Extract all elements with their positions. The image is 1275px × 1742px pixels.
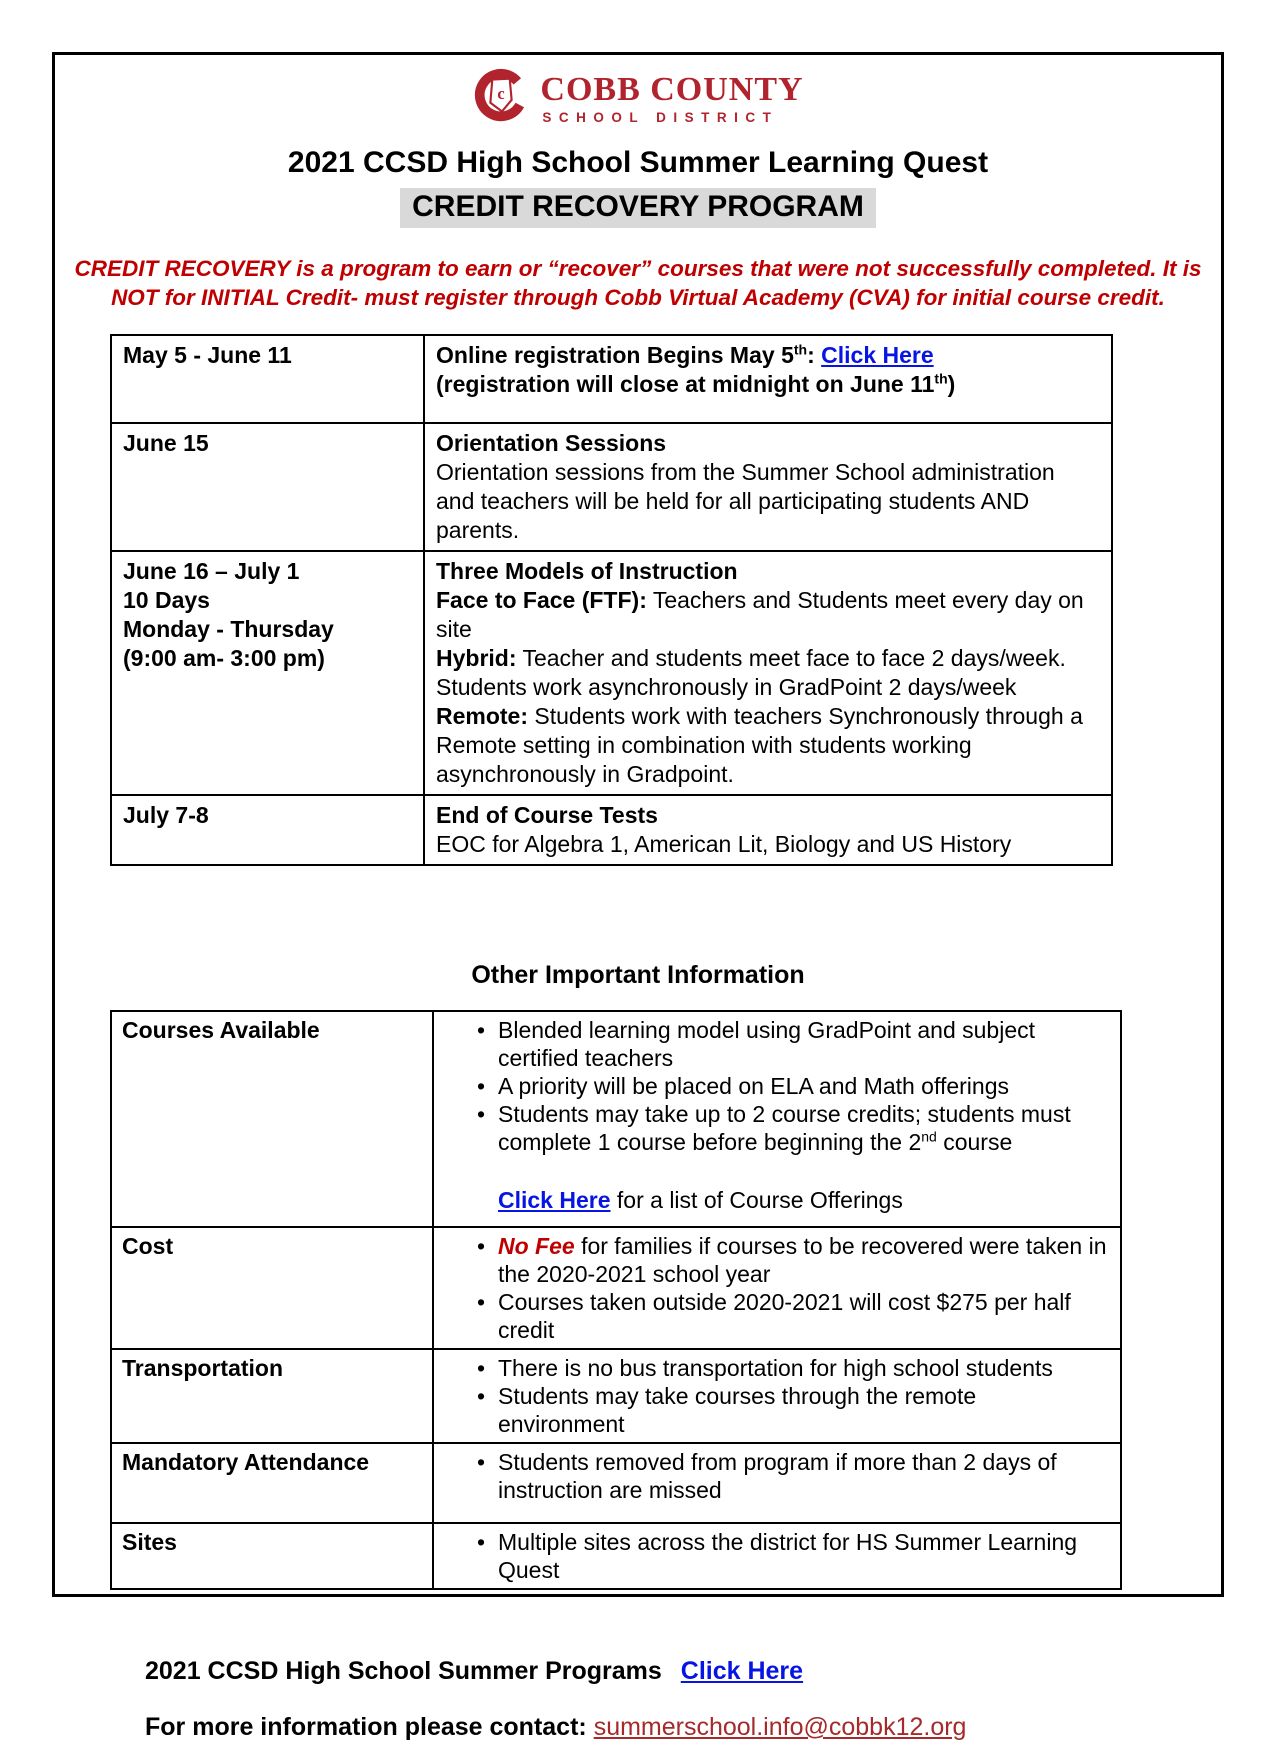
summer-programs-text: 2021 CCSD High School Summer Programs [145,1657,662,1685]
attendance-label: Mandatory Attendance [122,1449,370,1475]
transportation-bullet-2: Students may take courses through the remote environment [498,1383,977,1437]
page-title: 2021 CCSD High School Summer Learning Quest [287,146,989,179]
document-page [52,52,1224,1741]
table-row [111,1011,1121,1227]
bullet-icon: • [476,1233,486,1259]
cost-bullet-1 [498,1232,1110,1288]
list-item [442,1354,1110,1382]
ftf-label: Face to Face (FTF): [436,587,647,613]
table-row [111,335,1112,423]
schedule-table [110,334,1113,866]
bullet-icon: • [476,1101,486,1127]
schedule-date-cell [111,423,424,551]
list-item [442,1016,1110,1072]
course-offerings-suffix: for a list of Course Offerings [610,1187,903,1213]
courses-bullet-3-end: course [936,1129,1013,1155]
list-item [442,1528,1110,1584]
courses-bullet-1: Blended learning model using GradPoint and subject certified teachers [498,1017,1036,1071]
registration-text: Online registration Begins May 5 [436,342,794,368]
courses-bullet-3 [498,1100,1110,1156]
table-row [111,1443,1121,1523]
sites-bullet-1: Multiple sites across the district for HS Summer Learning Quest [498,1529,1078,1583]
other-info-heading: Other Important Information [471,961,805,989]
logo-district-name: COBB COUNTY [540,70,804,108]
summer-programs-line [145,1656,1221,1686]
registration-colon: : [807,342,822,368]
info-detail-cell [433,1227,1121,1349]
intro-disclaimer [55,254,1221,312]
list-item [442,1072,1110,1100]
ordinal-suffix: th [793,341,808,358]
hybrid-text: Teacher and students meet face to face 2 days/week. Students work asynchronously in GradPoint 2 days/week [436,645,1066,700]
orientation-title: Orientation Sessions [436,430,667,456]
cost-label: Cost [122,1233,174,1259]
contact-text: For more information please contact: [145,1713,594,1741]
table-row [111,795,1112,865]
registration-close-text: (registration will close at midnight on June 11 [436,371,935,397]
schedule-detail-cell [424,795,1112,865]
contact-line [145,1712,1221,1742]
transportation-bullet-1: There is no bus transportation for high school students [498,1355,1053,1381]
info-label-cell [111,1523,433,1589]
list-item [442,1232,1110,1288]
table-row [111,1349,1121,1443]
bullet-icon: • [476,1017,486,1043]
bullet-icon: • [476,1529,486,1555]
program-subtitle: CREDIT RECOVERY PROGRAM [400,188,876,228]
schedule-date: May 5 - June 11 [123,342,292,368]
registration-close-paren: ) [947,371,956,397]
list-item [442,1288,1110,1344]
other-info-table [110,1010,1122,1590]
courses-bullet-2: A priority will be placed on ELA and Math offerings [498,1073,1009,1099]
schedule-date: June 15 [123,430,209,456]
eoc-body: EOC for Algebra 1, American Lit, Biology and US History [436,831,1012,857]
info-detail-cell [433,1011,1121,1227]
schedule-days-count: 10 Days [123,587,210,613]
remote-text: Students work with teachers Synchronously through a Remote setting in combination with students working asynchronously in Gradpoint. [436,703,1083,787]
courses-label: Courses Available [122,1017,320,1043]
list-item [442,1100,1110,1156]
schedule-weekdays: Monday - Thursday [123,616,334,642]
schedule-date-range: June 16 – July 1 [123,558,300,584]
schedule-detail-cell [424,335,1112,423]
schedule-date-cell [111,795,424,865]
table-row [111,1227,1121,1349]
info-detail-cell [433,1443,1121,1523]
bullet-icon: • [476,1289,486,1315]
hybrid-label: Hybrid: [436,645,517,671]
ordinal-suffix: th [934,370,948,387]
schedule-date-cell [111,551,424,795]
models-title: Three Models of Instruction [436,558,738,584]
schedule-date-cell [111,335,424,423]
ordinal-suffix: nd [921,1128,937,1145]
list-item [442,1382,1110,1438]
ftf-text: Teachers and Students meet every day on site [436,587,1084,642]
svg-text:c: c [497,83,506,103]
contact-email-link[interactable]: summerschool.info@cobbk12.org [593,1713,967,1741]
bullet-icon: • [476,1383,486,1409]
attendance-bullet-1: Students removed from program if more than 2 days of instruction are missed [498,1449,1057,1503]
sites-label: Sites [122,1529,177,1555]
cost-bullet-1-text: for families if courses to be recovered were taken in the 2020-2021 school year [498,1233,1107,1287]
info-label-cell [111,1443,433,1523]
schedule-detail-cell [424,423,1112,551]
table-row [111,1523,1121,1589]
orientation-body: Orientation sessions from the Summer School administration and teachers will be held for all participating students AND parents. [436,459,1055,543]
list-item [442,1448,1110,1504]
info-detail-cell [433,1523,1121,1589]
course-offerings-line [498,1186,1110,1214]
logo-district-subname: SCHOOL DISTRICT [542,109,779,125]
footer [145,1656,1221,1742]
eoc-title: End of Course Tests [436,802,658,828]
summer-programs-click-here-link[interactable]: Click Here [680,1657,804,1685]
schedule-date: July 7-8 [123,802,209,828]
schedule-detail-cell [424,551,1112,795]
no-fee-highlight: No Fee [498,1233,575,1259]
bullet-icon: • [476,1355,486,1381]
registration-click-here-link[interactable]: Click Here [821,342,934,368]
bullet-icon: • [476,1073,486,1099]
bullet-icon: • [476,1449,486,1475]
intro-line-1: CREDIT RECOVERY is a program to earn or “recover” courses that were not successfully completed. It is [74,256,1202,281]
schedule-hours: (9:00 am- 3:00 pm) [123,645,325,671]
cost-bullet-2: Courses taken outside 2020-2021 will cost $275 per half credit [498,1289,1071,1343]
info-detail-cell [433,1349,1121,1443]
transportation-label: Transportation [122,1355,284,1381]
info-label-cell [111,1349,433,1443]
cobb-county-c-logo-icon [472,67,530,130]
courses-bullet-3-text: Students may take up to 2 course credits; students must complete 1 course before beginning the 2 [498,1101,1071,1155]
info-label-cell [111,1227,433,1349]
table-row [111,551,1112,795]
intro-line-2: NOT for INITIAL Credit- must register through Cobb Virtual Academy (CVA) for initial course credit. [111,285,1165,310]
district-logo [55,67,1221,130]
remote-label: Remote: [436,703,529,729]
course-offerings-click-here-link[interactable]: Click Here [498,1187,611,1213]
info-label-cell [111,1011,433,1227]
table-row [111,423,1112,551]
